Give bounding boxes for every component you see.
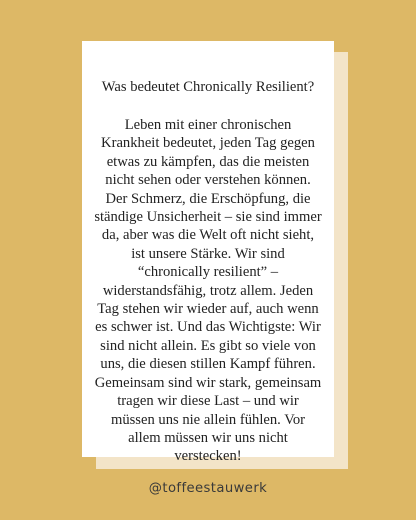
card-body: Leben mit einer chronischen Krankheit bedeutet, jeden Tag gegen etwas zu kämpfen, das die meisten nicht sehen oder verstehen können. Der Schmerz, die Erschöpfung, die ständige Unsicherheit – sie sind immer da, aber was die Welt oft nicht sieht, ist unsere Stärke. Wir sind “chronically resilient” – widerstandsfähig, trotz allem. Jeden Tag stehen wir wieder auf, auch wenn es schwer ist. Und das Wichtigste: Wir sind nicht allein. Es gibt so viele von uns, die diesen stillen Kampf führen. Gemeinsam sind wir stark, gemeinsam tragen wir diese Last – und wir müssen uns nie allein fühlen. Vor allem müssen wir uns nicht verstecken! <box>94 117 322 465</box>
quote-card <box>82 41 334 465</box>
card-title: Was bedeutet Chronically Resilient? <box>101 79 315 95</box>
author-handle: @toffeestauwerk <box>148 481 268 496</box>
